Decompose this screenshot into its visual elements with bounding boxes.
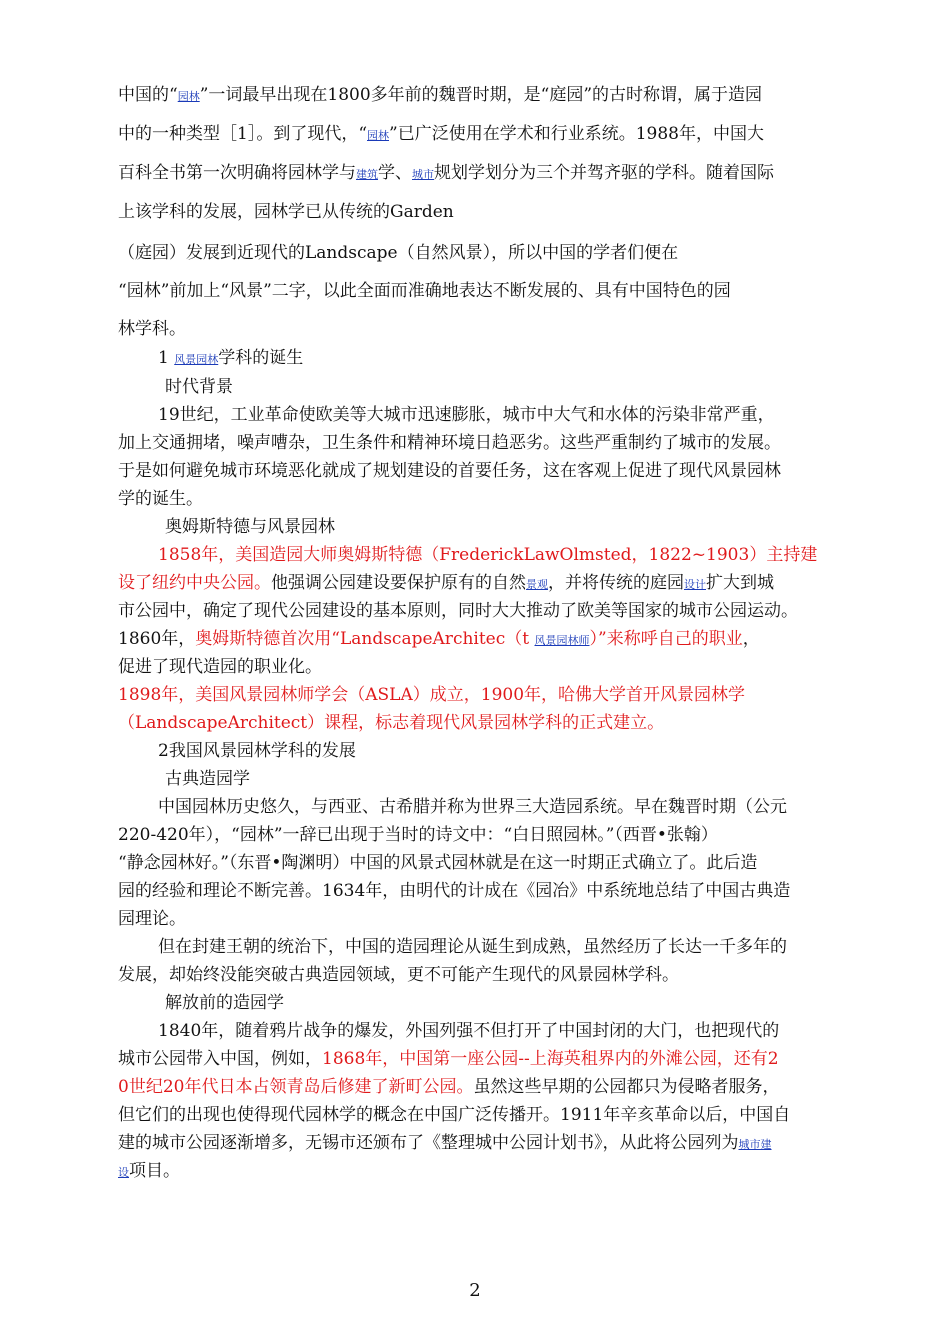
body-text: 规划学划分为三个并驾齐驱的学科。随着国际 (434, 163, 774, 183)
body-text: 解放前的造园学 (165, 993, 284, 1013)
text-line (118, 201, 454, 223)
body-text: 19世纪，工业革命使欧美等大城市迅速膨胀，城市中大气和水体的污染非常严重， (158, 405, 775, 425)
body-text: 1 (158, 348, 175, 368)
text-line (158, 936, 787, 958)
body-text: 学、 (378, 163, 412, 183)
body-text: 上该学科的发展，园林学已从传统的Garden (118, 202, 454, 222)
body-text: 虽然这些早期的公园都只为侵略者服务， (473, 1077, 780, 1097)
highlighted-text: ）”来称呼自己的职业 (589, 629, 743, 649)
body-text: ， (742, 629, 760, 649)
body-text: 学科的诞生 (218, 348, 304, 368)
page-number: 2 (469, 1280, 481, 1301)
body-text: 百科全书第一次明确将园林学与 (118, 163, 356, 183)
keyword-link[interactable]: 风景园林师 (534, 634, 590, 647)
text-line (118, 824, 718, 846)
body-text: 学的诞生。 (118, 489, 203, 509)
text-line (118, 908, 186, 930)
text-line (118, 628, 760, 652)
text-line (118, 460, 781, 482)
text-line (158, 1020, 779, 1042)
text-line (118, 84, 762, 108)
body-text: 园理论。 (118, 909, 186, 929)
text-line (158, 740, 356, 762)
body-text: 时代背景 (165, 377, 233, 397)
text-line (118, 1076, 779, 1098)
body-text: 奥姆斯特德与风景园林 (165, 517, 335, 537)
highlighted-text: 奥姆斯特德首次用“LandscapeArchitec（t (195, 629, 535, 649)
body-text: 于是如何避免城市环境恶化就成了规划建设的首要任务，这在客观上促进了现代风景园林 (118, 461, 781, 481)
text-line (118, 572, 774, 596)
text-line (118, 1104, 790, 1126)
body-text: 扩大到城 (706, 573, 774, 593)
text-line (118, 656, 322, 678)
text-line (118, 684, 745, 706)
text-line (118, 488, 203, 510)
body-text: 古典造园学 (165, 769, 250, 789)
text-line (158, 796, 787, 818)
body-text: ”一词最早出现在1800多年前的魏晋时期，是“庭园”的古时称谓，属于造园 (199, 85, 763, 105)
body-text: （庭园）发展到近现代的Landscape（自然风景），所以中国的学者们便在 (118, 243, 679, 263)
highlighted-text: 0世纪20年代日本占领青岛后修建了新町公园。 (118, 1077, 474, 1097)
text-line (165, 992, 284, 1014)
text-line (118, 880, 790, 902)
keyword-link[interactable]: 景观 (526, 578, 548, 591)
highlighted-text: 1858年，美国造园大师奥姆斯特德（FrederickLawOlmsted，1822~1903）主持建 (158, 545, 818, 565)
text-line (118, 162, 774, 186)
text-line (118, 1132, 772, 1156)
keyword-link[interactable]: 园林 (177, 90, 200, 103)
body-text: 中国园林历史悠久，与西亚、古希腊并称为世界三大造园系统。早在魏晋时期（公元 (158, 797, 787, 817)
body-text: 中国的“ (118, 85, 178, 105)
highlighted-text: 1868年，中国第一座公园--上海英租界内的外滩公园，还有2 (322, 1049, 779, 1069)
body-text: 项目。 (129, 1161, 180, 1181)
text-line (118, 600, 798, 622)
text-line (158, 347, 303, 371)
text-line (158, 544, 817, 566)
body-text: 发展，却始终没能突破古典造园领域，更不可能产生现代的风景园林学科。 (118, 965, 679, 985)
body-text: 建的城市公园逐渐增多，无锡市还颁布了《整理城中公园计划书》，从此将公园列为 (118, 1133, 739, 1153)
text-line (165, 516, 335, 538)
body-text: 他强调公园建设要保护原有的自然 (271, 573, 526, 593)
body-text: 市公园中，确定了现代公园建设的基本原则，同时大大推动了欧美等国家的城市公园运动。 (118, 601, 798, 621)
body-text: 2我国风景园林学科的发展 (158, 741, 356, 761)
body-text: 城市公园带入中国，例如， (118, 1049, 322, 1069)
body-text: 1840年，随着鸦片战争的爆发，外国列强不但打开了中国封闭的大门，也把现代的 (158, 1021, 780, 1041)
body-text: 中的一种类型［1］。到了现代，“ (118, 124, 368, 144)
text-line (165, 768, 250, 790)
body-text: ，并将传统的庭园 (548, 573, 684, 593)
text-line (118, 712, 664, 734)
keyword-link[interactable]: 城市 (412, 168, 434, 181)
text-line (118, 280, 731, 302)
text-line (118, 852, 757, 874)
body-text: 1860年， (118, 629, 196, 649)
keyword-link[interactable]: 城市建 (738, 1138, 772, 1151)
body-text: 加上交通拥堵，噪声嘈杂，卫生条件和精神环境日趋恶劣。这些严重制约了城市的发展。 (118, 433, 781, 453)
body-text: 但它们的出现也使得现代园林学的概念在中国广泛传播开。1911年辛亥革命以后，中国自 (118, 1105, 791, 1125)
text-line (165, 376, 233, 398)
body-text: ”已广泛使用在学术和行业系统。1988年，中国大 (389, 124, 764, 144)
text-line (118, 432, 781, 454)
text-line (118, 318, 186, 340)
highlighted-text: （LandscapeArchitect）课程，标志着现代风景园林学科的正式建立。 (118, 713, 665, 733)
body-text: 园的经验和理论不断完善。1634年，由明代的计成在《园冶》中系统地总结了中国古典造 (118, 881, 791, 901)
keyword-link[interactable]: 建筑 (356, 168, 378, 181)
text-line (118, 242, 678, 264)
highlighted-text: 设了纽约中央公园。 (118, 573, 271, 593)
body-text: 但在封建王朝的统治下，中国的造园理论从诞生到成熟，虽然经历了长达一千多年的 (158, 937, 787, 957)
text-line (118, 1048, 779, 1070)
keyword-link[interactable]: 设 (118, 1166, 129, 1179)
text-line (118, 964, 679, 986)
keyword-link[interactable]: 园林 (367, 129, 390, 142)
highlighted-text: 1898年，美国风景园林师学会（ASLA）成立，1900年，哈佛大学首开风景园林学 (118, 685, 746, 705)
text-line (158, 404, 775, 426)
text-line (118, 1160, 180, 1184)
keyword-link[interactable]: 设计 (684, 578, 706, 591)
keyword-link[interactable]: 风景园林 (174, 353, 219, 366)
body-text: “园林”前加上“风景”二字，以此全面而准确地表达不断发展的、具有中国特色的园 (118, 281, 731, 301)
body-text: 220-420年），“园林”一辞已出现于当时的诗文中：“白日照园林。”（西晋•张翰） (118, 825, 718, 845)
body-text: 林学科。 (118, 319, 186, 339)
body-text: 促进了现代造园的职业化。 (118, 657, 322, 677)
body-text: “静念园林好。”（东晋•陶渊明）中国的风景式园林就是在这一时期正式确立了。此后造 (118, 853, 758, 873)
text-line (118, 123, 764, 147)
